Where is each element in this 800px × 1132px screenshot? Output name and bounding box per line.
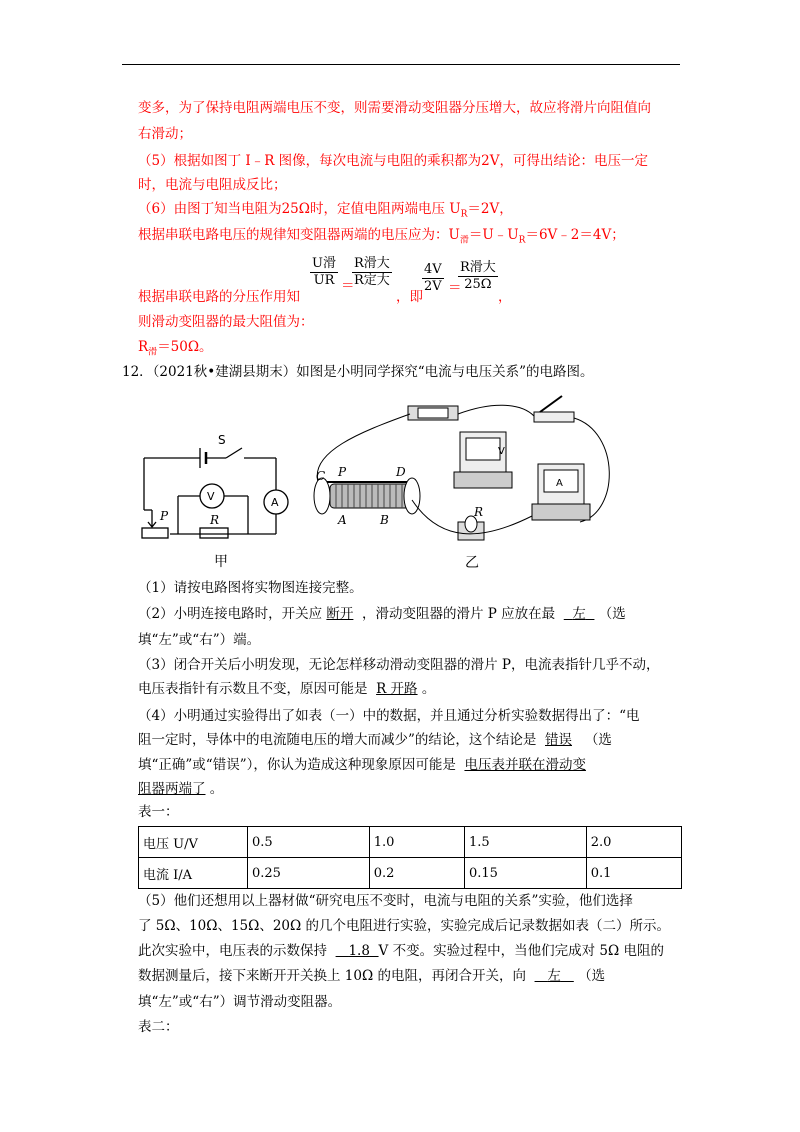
question-part-3-cont: 电压表指针有示数且不变，原因可能是 R 开路 。: [138, 681, 436, 697]
equals-sign-1: ＝: [341, 278, 355, 294]
label-a-meter: A: [556, 478, 563, 489]
table-cell: 0.1: [586, 858, 681, 889]
question-part-5-cont2: 此次实验中，电压表的示数保持 1.8 V 不变。实验过程中，当他们完成对 5Ω 电阻的: [138, 943, 664, 959]
fraction-voltage: $\frac{4V}{2V}$: [424, 262, 442, 294]
question-part-4-cont3: 阻器两端了 。: [138, 781, 224, 797]
circuit-diagram-jia: [130, 430, 300, 550]
table-cell: 电压 U/V: [139, 827, 248, 858]
answer-left-1: 左: [572, 606, 586, 622]
solution-line-4: 时，电流与电阻成反比；: [138, 177, 287, 193]
fraction-r-ratio: R滑大 R定大: [354, 256, 390, 288]
question-part-5-cont4: 填“左”或“右”）调节滑动变阻器。: [138, 994, 342, 1010]
formula-mid: ，即: [396, 289, 423, 305]
fraction-u-ratio: U滑 UR: [312, 256, 336, 288]
table-row: [139, 827, 682, 858]
question-part-1: （1）请按电路图将实物图连接完整。: [138, 580, 363, 596]
apparatus-diagram-yi: [300, 392, 620, 572]
table-row: [139, 858, 682, 889]
answer-disconnect: 断开: [326, 606, 354, 622]
table-cell: 1.0: [369, 827, 464, 858]
solution-conclusion-1: 则滑动变阻器的最大阻值为：: [138, 314, 314, 330]
answer-wrong: 错误: [545, 732, 572, 748]
solution-line-6: 根据串联电路电压的规律知变阻器两端的电压应为：$U_滑=U﹣U_R=6V﹣2=4V$；: [138, 227, 625, 246]
table-cell: 电流 I/A: [139, 858, 248, 889]
label-a: A: [271, 496, 279, 509]
label-a-terminal: A: [338, 513, 347, 527]
table-cell: 0.25: [248, 858, 370, 889]
data-table-1: [138, 826, 682, 889]
solution-line-1: 变多，为了保持电阻两端电压不变，则需要滑动变阻器分压增大，故应将滑片向阻值向: [138, 100, 651, 116]
solution-line-5: （6）由图丁知当电阻为25Ω时，定值电阻两端电压 $U_R=2V$，: [138, 201, 513, 220]
question-part-5-cont: 了 5Ω、10Ω、15Ω、20Ω 的几个电阻进行实验，实验完成后记录数据如表（二）所示。: [138, 918, 670, 934]
question-part-4-cont: 阻一定时，导体中的电流随电压的增大而减少”的结论，这个结论是 错误 （选: [138, 732, 612, 748]
header-rule: [122, 64, 680, 65]
question-part-5-cont3: 数据测量后，接下来断开开关换上 10Ω 的电阻，再闭合开关，向 左 （选: [138, 968, 606, 984]
label-v: V: [207, 490, 215, 503]
answer-left-2: 左: [547, 968, 561, 984]
table-1-title: 表一：: [138, 804, 179, 820]
fraction-resistance: R滑大 25Ω: [460, 260, 496, 292]
label-s: S: [218, 433, 226, 447]
label-p-rheostat: P: [338, 465, 347, 479]
formula-end: ，: [498, 289, 512, 305]
label-r-resistor: R: [474, 505, 484, 519]
question-part-2: （2）小明连接电路时，开关应 断开 ，滑动变阻器的滑片 P 应放在最 左 （选: [138, 606, 626, 622]
solution-line-3: （5）根据如图丁 I﹣R 图像，每次电流与电阻的乘积都为2V，可得出结论：电压一定: [138, 153, 649, 169]
answer-r-open: R 开路: [376, 681, 418, 697]
equals-sign-2: ＝: [448, 280, 462, 296]
label-r: R: [210, 513, 220, 527]
label-v-meter: V: [498, 446, 505, 457]
question-part-5: （5）他们还想用以上器材做“研究电压不变时，电流与电阻的关系”实验，他们选择: [138, 893, 633, 909]
question-part-2-cont: 填“左”或“右”）端。: [138, 632, 261, 648]
label-c: C: [316, 469, 326, 483]
label-p: P: [160, 509, 169, 523]
formula-prefix: 根据串联电路的分压作用知: [138, 289, 300, 305]
question-part-4: （4）小明通过实验得出了如表（一）中的数据，并且通过分析实验数据得出了：“电: [138, 708, 640, 724]
table-2-title: 表二：: [138, 1019, 179, 1035]
table-cell: 1.5: [464, 827, 586, 858]
table-cell: 0.15: [464, 858, 586, 889]
table-cell: 0.2: [369, 858, 464, 889]
label-b: B: [380, 513, 389, 527]
table-cell: 2.0: [586, 827, 681, 858]
figure-label-jia: 甲: [214, 554, 228, 570]
table-cell: 0.5: [248, 827, 370, 858]
answer-voltage: 1.8: [348, 943, 370, 959]
solution-line-2: 右滑动；: [138, 126, 192, 142]
question-12-header: 12．（2021秋•建湖县期末）如图是小明同学探究“电流与电压关系”的电路图。: [122, 364, 594, 380]
question-part-3: （3）闭合开关后小明发现，无论怎样移动滑动变阻器的滑片 P，电流表指针几乎不动，: [138, 657, 660, 673]
label-d: D: [396, 465, 406, 479]
solution-conclusion-2: $R_滑=50\Omega$。: [138, 339, 213, 358]
question-part-4-cont2: 填“正确”或“错误”），你认为造成这种现象原因可能是 电压表并联在滑动变: [138, 757, 586, 773]
figure-label-yi: 乙: [465, 555, 479, 571]
answer-reason: 电压表并联在滑动变: [464, 757, 586, 773]
